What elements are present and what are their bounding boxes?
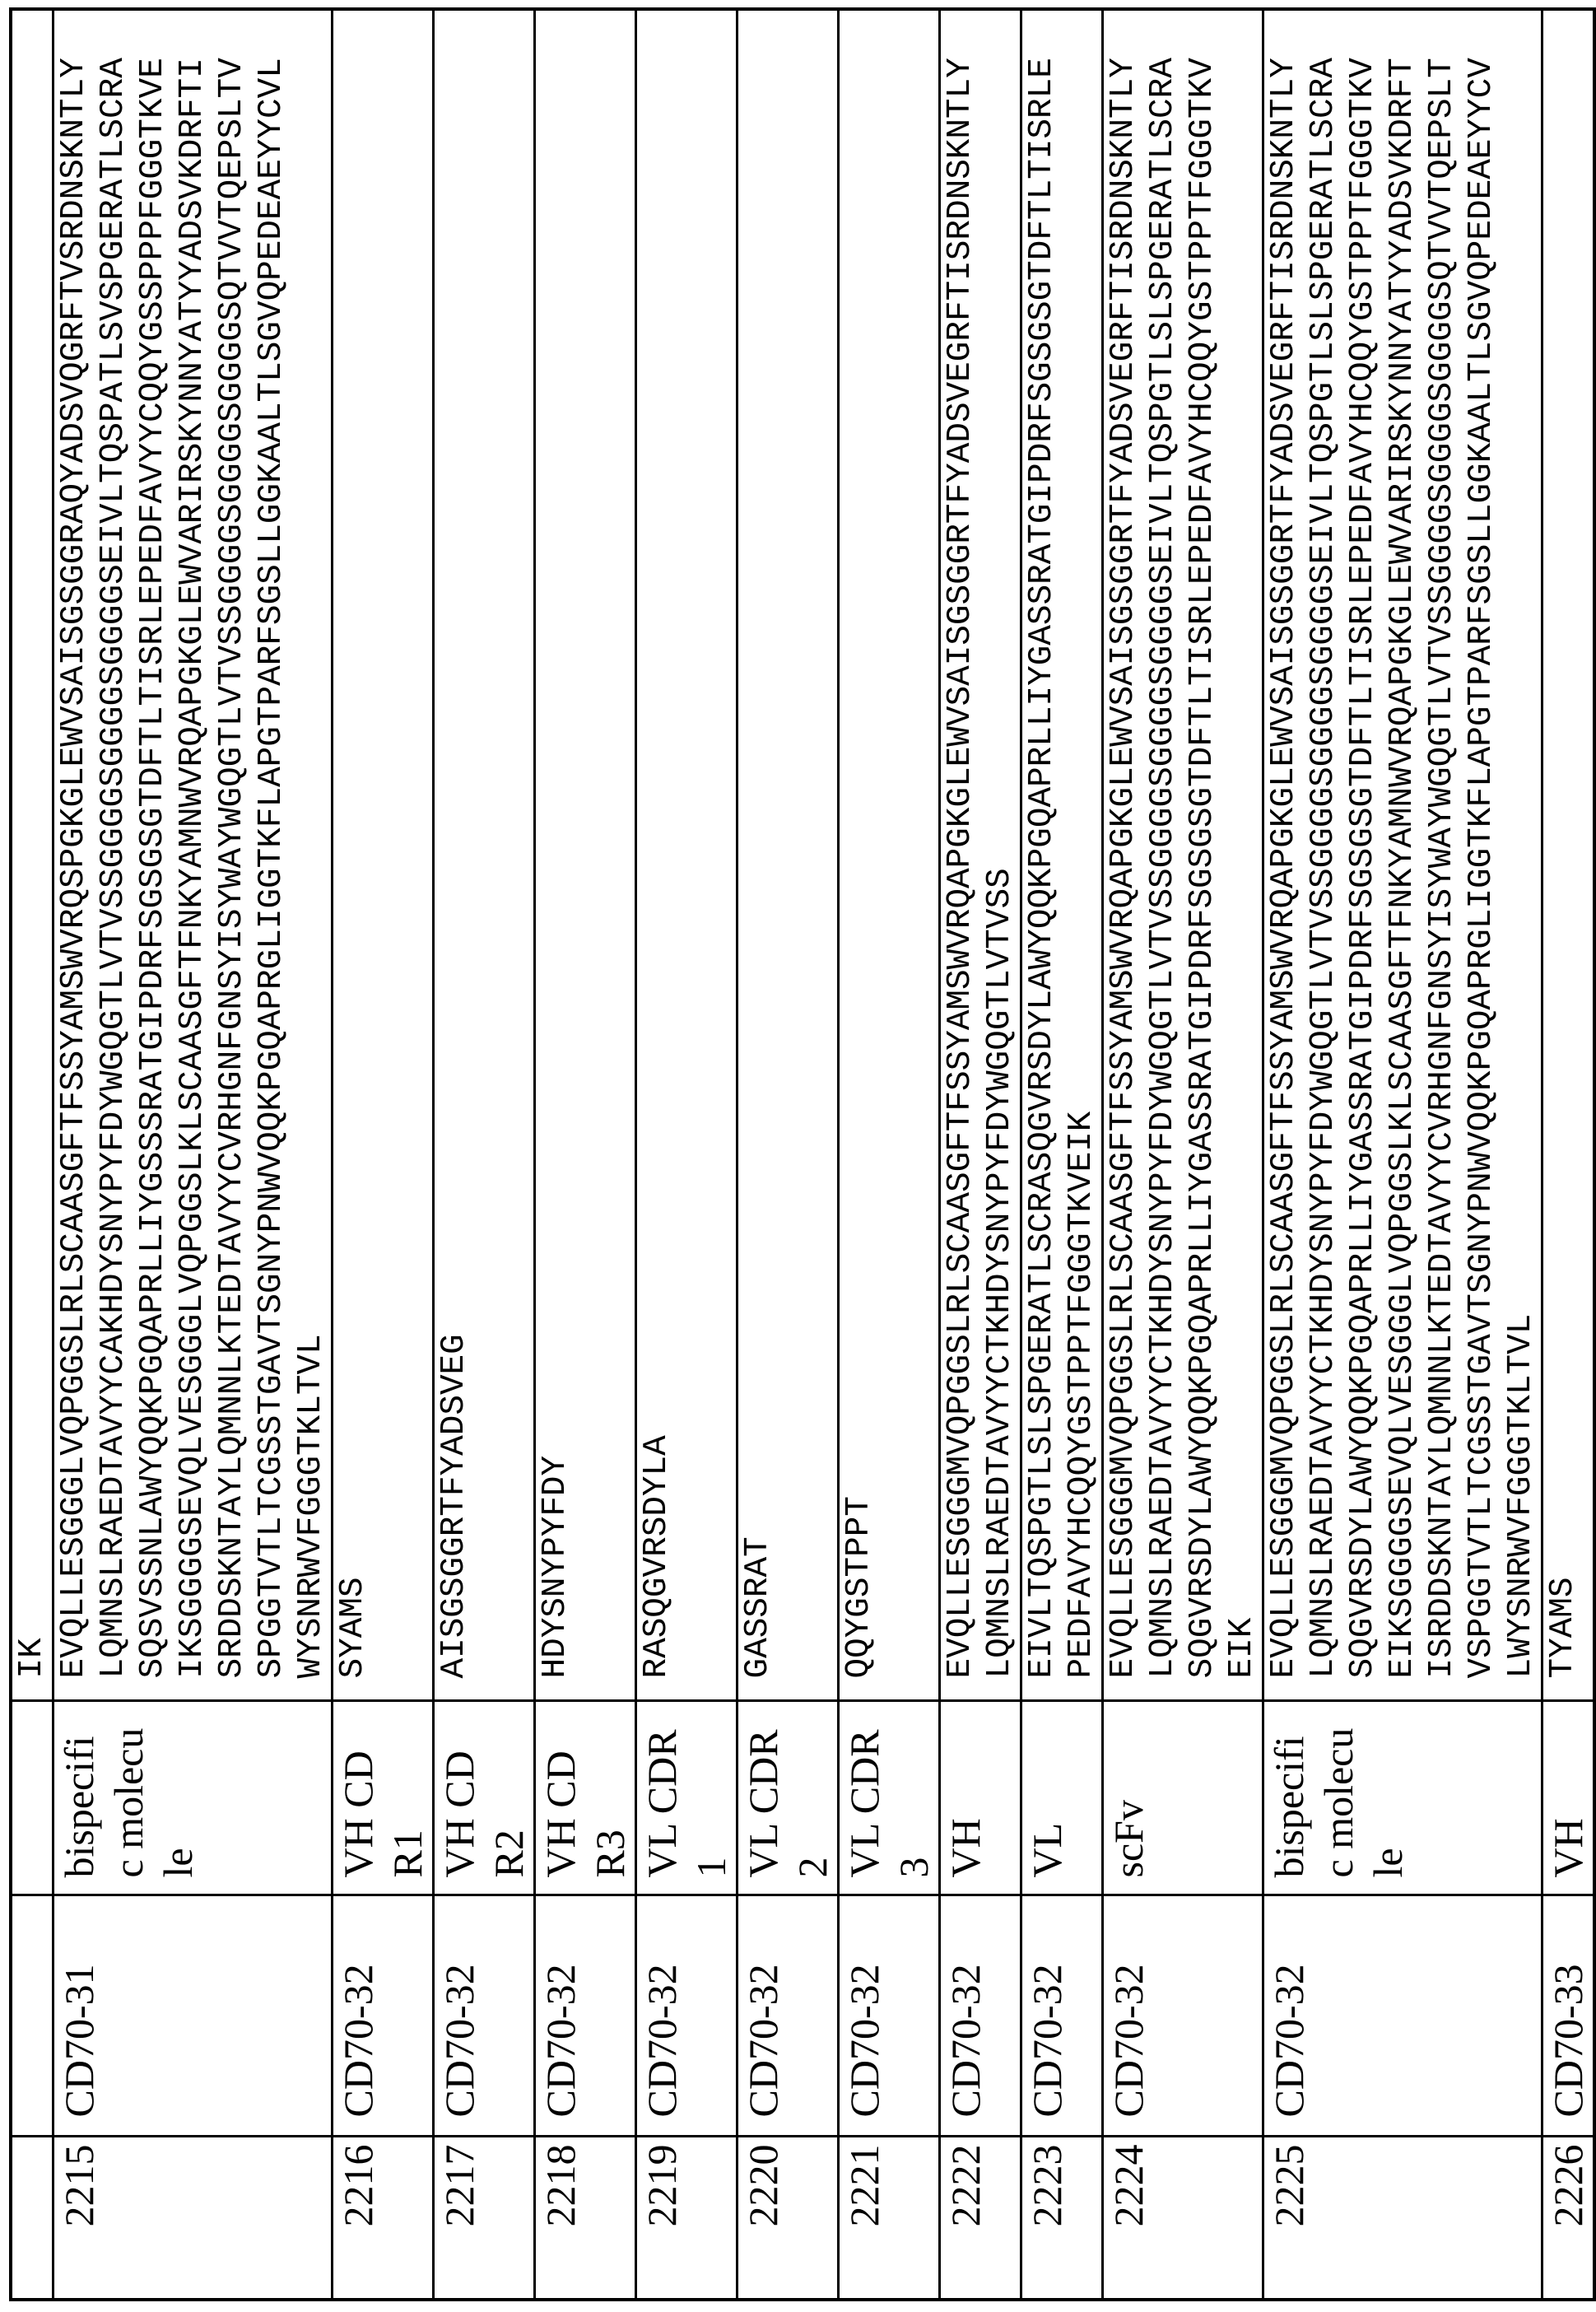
table-row [1542,9,1595,2300]
amino-acid-sequence: GASSRAT [738,57,778,1678]
seq-id-cell [738,2137,839,2300]
antibody-name: CD70-33 [1545,1964,1591,2117]
antibody-name-cell [1103,1895,1263,2137]
seq-id: 2222 [942,2145,989,2227]
sequence-table [9,7,1596,2301]
region-type: bispecific molecule [1264,1725,1412,1878]
table-row [1021,9,1103,2300]
amino-acid-sequence: EVQLLESGGGMVQPGGSLRLSCAASGFTFSSYAMSWVRQAPGKGLEWVSAISGSGGRTFYADSVEGRFTISRDNSKNTLYLQMNSLRAEDTAVYYCTKHDYSNYPYFDYWGQGTLVTVSS [941,57,1020,1678]
antibody-name-cell [535,1895,636,2137]
seq-id: 2217 [436,2145,482,2227]
seq-id: 2225 [1266,2145,1312,2227]
seq-id: 2220 [740,2145,786,2227]
region-type: VH CDR2 [435,1725,533,1878]
table-row [940,9,1021,2300]
antibody-name: CD70-32 [1105,1964,1152,2117]
antibody-name-cell [738,1895,839,2137]
seq-id-cell [434,2137,535,2300]
table-row [1103,9,1263,2300]
antibody-name: CD70-32 [841,1964,887,2117]
seq-id: 2216 [335,2145,381,2227]
sequence-cell [1542,9,1595,1701]
amino-acid-sequence: TYAMS [1543,57,1583,1678]
region-type-cell [940,1701,1021,1895]
region-type-cell [1542,1701,1595,1895]
seq-id-cell [1263,2137,1542,2300]
region-type: scFv [1104,1725,1153,1878]
table-row [636,9,738,2300]
sequence-cell [1021,9,1103,1701]
table-row [1263,9,1542,2300]
antibody-name-cell [1021,1895,1103,2137]
antibody-name: CD70-31 [56,1964,102,2117]
table-row [738,9,839,2300]
seq-id-cell [11,2137,54,2300]
antibody-name: CD70-32 [639,1964,685,2117]
antibody-name: CD70-32 [436,1964,482,2117]
region-type-cell [1103,1701,1263,1895]
amino-acid-sequence: QQYGSTPPT [840,57,879,1678]
amino-acid-sequence: RASQGVRSDYLA [637,57,677,1678]
table-row [11,9,54,2300]
region-type: VL CDR2 [738,1725,837,1878]
seq-id-cell [535,2137,636,2300]
rotated-document-page [0,0,1545,2312]
region-type: VH CDR3 [536,1725,635,1878]
region-type-cell [54,1701,333,1895]
antibody-name-cell [1263,1895,1542,2137]
table-row [54,9,333,2300]
sequence-cell [535,9,636,1701]
region-type-cell [738,1701,839,1895]
region-type: VH CDR1 [333,1725,432,1878]
seq-id: 2215 [56,2145,102,2227]
table-row [333,9,434,2300]
antibody-name-cell [434,1895,535,2137]
seq-id: 2223 [1024,2145,1070,2227]
sequence-cell [738,9,839,1701]
amino-acid-sequence: HDYSNYPYFDY [536,57,575,1678]
seq-id-cell [636,2137,738,2300]
antibody-name-cell [333,1895,434,2137]
antibody-name-cell [54,1895,333,2137]
amino-acid-sequence: EVQLLESGGGMVQPGGSLRLSCAASGFTFSSYAMSWVRQAPGKGLEWVSAISGSGGRTFYADSVEGRFTISRDNSKNTLYLQMNSLRAEDTAVYYCTKHDYSNYPYFDYWGQGTLVTVSSGGGGSGGGGSGGGGSEIVLTQSPGTLSLSPGERATLSCRASQGVRSDYLAWYQQKPGQAPRLLIYGASSRATGIPDRFSGSGSGTDFTLTISRLEPEDFAVYHCQQYGSTPPTFGGGTKVEIK [1104,57,1262,1678]
antibody-name: CD70-32 [537,1964,584,2117]
seq-id-cell [1542,2137,1595,2300]
region-type-cell [535,1701,636,1895]
sequence-cell [636,9,738,1701]
seq-id-cell [940,2137,1021,2300]
seq-id: 2218 [537,2145,584,2227]
antibody-name-cell [636,1895,738,2137]
region-type-cell [11,1701,54,1895]
region-type-cell [839,1701,940,1895]
seq-id: 2226 [1545,2145,1591,2227]
seq-id-cell [1103,2137,1263,2300]
amino-acid-sequence: EVQLLESGGGLVQPGGSLRLSCAASGFTFSSYAMSWVRQSPGKGLEWVSAISGSGGRAQYADSVQGRFTVSRDNSKNTLYLQMNSLRAEDTAVYYCAKHDYSNYPYFDYWGQGTLVTVSSGGGGSGGGGSGGGGSEIVLTQSPATLSVSPGERATLSCRASQSVSSNLAWYQQKPGQAPRLLIYGSSSRATGIPDRFSGSGSGTDFTLTISRLEPEDFAVYYCQQYGSSPPPFGGGTKVEIKSGGGGSEVQLVESGGGLVQPGGSLKLSCAASGFTFNKYAMNWVRQAPGKGLEWVARIRSKYNNYATYYADSVKDRFTISRDDSKNTAYLQMNNLKTEDTAVYYCVRHGNFGNSYISYWAYWGQGTLVTVSSGGGGSGGGGSGGGGSQTVVTQEPSLTVSPGGTVTLTCGSSTGAVTSGNYPNWVQQKPGQAPRGLIGGTKFLAPGTPARFSGSLLGGKAALTLSGVQPEDEAEYYCVLWYSNRWVFGGGTKLTVL [54,57,331,1678]
amino-acid-sequence: IK [12,57,52,1678]
sequence-cell [1263,9,1542,1701]
seq-id: 2219 [639,2145,685,2227]
sequence-cell [434,9,535,1701]
seq-id-cell [333,2137,434,2300]
sequence-cell [940,9,1021,1701]
amino-acid-sequence: EVQLLESGGGMVQPGGSLRLSCAASGFTFSSYAMSWVRQAPGKGLEWVSAISGSGGRTFYADSVEGRFTISRDNSKNTLYLQMNSLRAEDTAVYYCTKHDYSNYPYFDYWGQGTLVTVSSGGGGSGGGGSGGGGSEIVLTQSPGTLSLSPGERATLSCRASQGVRSDYLAWYQQKPGQAPRLLIYGASSRATGIPDRFSGSGSGTDFTLTISRLEPEDFAVYHCQQYGSTPPTFGGGTKVEIKSGGGGSEVQLVESGGGLVQPGGSLKLSCAASGFTFNKYAMNWVRQAPGKGLEWVARIRSKYNNYATYYADSVKDRFTISRDDSKNTAYLQMNNLKTEDTAVYYCVRHGNFGNSYISYWAYWGQGTLVTVSSGGGGSGGGGSGGGGSQTVVTQEPSLTVSPGGTVTLTCGSSTGAVTSGNYPNWVQQKPGQAPRGLIGGTKFLAPGTPARFSGSLLGGKAALTLSGVQPEDEAEYYCVLWYSNRWVFGGGTKLTVL [1264,57,1541,1678]
antibody-name-cell [839,1895,940,2137]
table-row [839,9,940,2300]
sequence-cell [839,9,940,1701]
seq-id: 2224 [1105,2145,1152,2227]
region-type: bispecific molecule [54,1725,202,1878]
sequence-cell [1103,9,1263,1701]
antibody-name-cell [11,1895,54,2137]
table-row [434,9,535,2300]
antibody-name-cell [940,1895,1021,2137]
region-type-cell [333,1701,434,1895]
region-type-cell [636,1701,738,1895]
region-type: VH [941,1725,990,1878]
sequence-cell [54,9,333,1701]
antibody-name: CD70-32 [942,1964,989,2117]
seq-id-cell [54,2137,333,2300]
antibody-name: CD70-32 [1266,1964,1312,2117]
amino-acid-sequence: SYAMS [333,57,373,1678]
region-type: VL [1022,1725,1072,1878]
antibody-name: CD70-32 [335,1964,381,2117]
region-type: VL CDR1 [637,1725,736,1878]
antibody-name: CD70-32 [740,1964,786,2117]
amino-acid-sequence: AISGSGGRTFYADSVEG [435,57,474,1678]
sequence-cell [333,9,434,1701]
seq-id-cell [839,2137,940,2300]
sequence-cell [11,9,54,1701]
region-type: VH [1543,1725,1593,1878]
antibody-name: CD70-32 [1024,1964,1070,2117]
antibody-name-cell [1542,1895,1595,2137]
amino-acid-sequence: EIVLTQSPGTLSLSPGERATLSCRASQGVRSDYLAWYQQKPGQAPRLLIYGASSRATGIPDRFSGSGSGTDFTLTISRLEPEDFAVYHCQQYGSTPPTFGGGTKVEIK [1022,57,1101,1678]
seq-id-cell [1021,2137,1103,2300]
seq-id: 2221 [841,2145,887,2227]
region-type: VL CDR3 [840,1725,938,1878]
region-type-cell [1021,1701,1103,1895]
region-type-cell [1263,1701,1542,1895]
region-type-cell [434,1701,535,1895]
table-row [535,9,636,2300]
